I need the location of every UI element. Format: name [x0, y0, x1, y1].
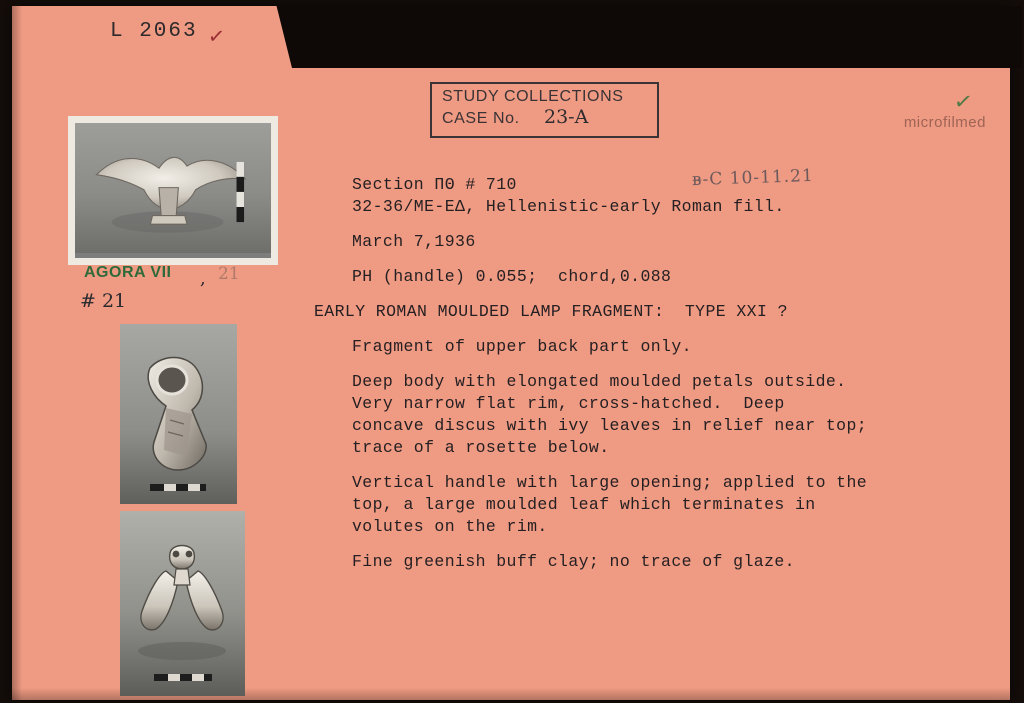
stamp-title: STUDY COLLECTIONS: [442, 88, 624, 105]
spacer-3: [304, 288, 1004, 301]
microfilmed-checkmark: ✓: [951, 88, 974, 117]
description-para1-line2: Very narrow flat rim, cross-hatched. Deep: [352, 394, 785, 413]
photo-lamp-fragment-side-view: [120, 324, 237, 504]
photo-lamp-fragment-front-view: [120, 511, 245, 696]
lamp-fragment-side-image: [120, 324, 237, 504]
photo-caption-publication: AGORA VII: [84, 264, 172, 281]
pencil-annotation: ᴃ-C 10-11.21: [691, 165, 815, 191]
spacer-7: [304, 538, 1004, 551]
description-para3: Fine greenish buff clay; no trace of glaze.: [352, 552, 795, 571]
card-left-shading: [12, 6, 22, 700]
description-para1-line1: Deep body with elongated moulded petals outside.: [352, 372, 847, 391]
spacer-5: [304, 358, 1004, 371]
photo-lamp-fragment-top-view: [68, 116, 278, 265]
lamp-fragment-top-image: [75, 123, 271, 253]
catalog-card: [12, 6, 1010, 700]
description-para1-line4: trace of a rosette below.: [352, 438, 610, 457]
accession-checkmark: ✓: [206, 23, 226, 49]
stamp-case-number: 23-A: [544, 106, 589, 128]
spacer-1: [304, 218, 1004, 231]
accession-number: L 2063: [110, 20, 198, 43]
microfilmed-label: microfilmed: [903, 114, 986, 131]
description-para2-line3: volutes on the rim.: [352, 517, 548, 536]
photo-caption-faint-number: 21: [218, 264, 240, 284]
stamp-case-label: CASE No.: [442, 110, 520, 127]
lamp-fragment-front-image: [120, 511, 245, 696]
field-grid: 32-36/ME-EΔ, Hellenistic-early Roman fill.: [352, 197, 785, 216]
description-para2-line2: top, a large moulded leaf which terminates in: [352, 495, 816, 514]
photo-caption-comma: ,: [200, 268, 206, 289]
field-date: March 7,1936: [352, 232, 476, 251]
photo-caption-number: # 21: [80, 290, 127, 312]
field-section: Section ΠΘ # 710: [352, 175, 517, 194]
typed-record-text: [304, 174, 1004, 573]
field-heading: EARLY ROMAN MOULDED LAMP FRAGMENT: TYPE XXI ?: [314, 302, 788, 321]
card-tab-cutout: [302, 6, 1022, 68]
spacer-4: [304, 323, 1004, 336]
description-para1-line3: concave discus with ivy leaves in relief near top;: [352, 416, 868, 435]
field-measurements: PH (handle) 0.055; chord,0.088: [352, 267, 672, 286]
spacer-2: [304, 253, 1004, 266]
description-para2-line1: Vertical handle with large opening; applied to the: [352, 473, 868, 492]
study-collections-stamp: [430, 82, 659, 138]
spacer-6: [304, 459, 1004, 472]
field-fragment-note: Fragment of upper back part only.: [352, 337, 692, 356]
